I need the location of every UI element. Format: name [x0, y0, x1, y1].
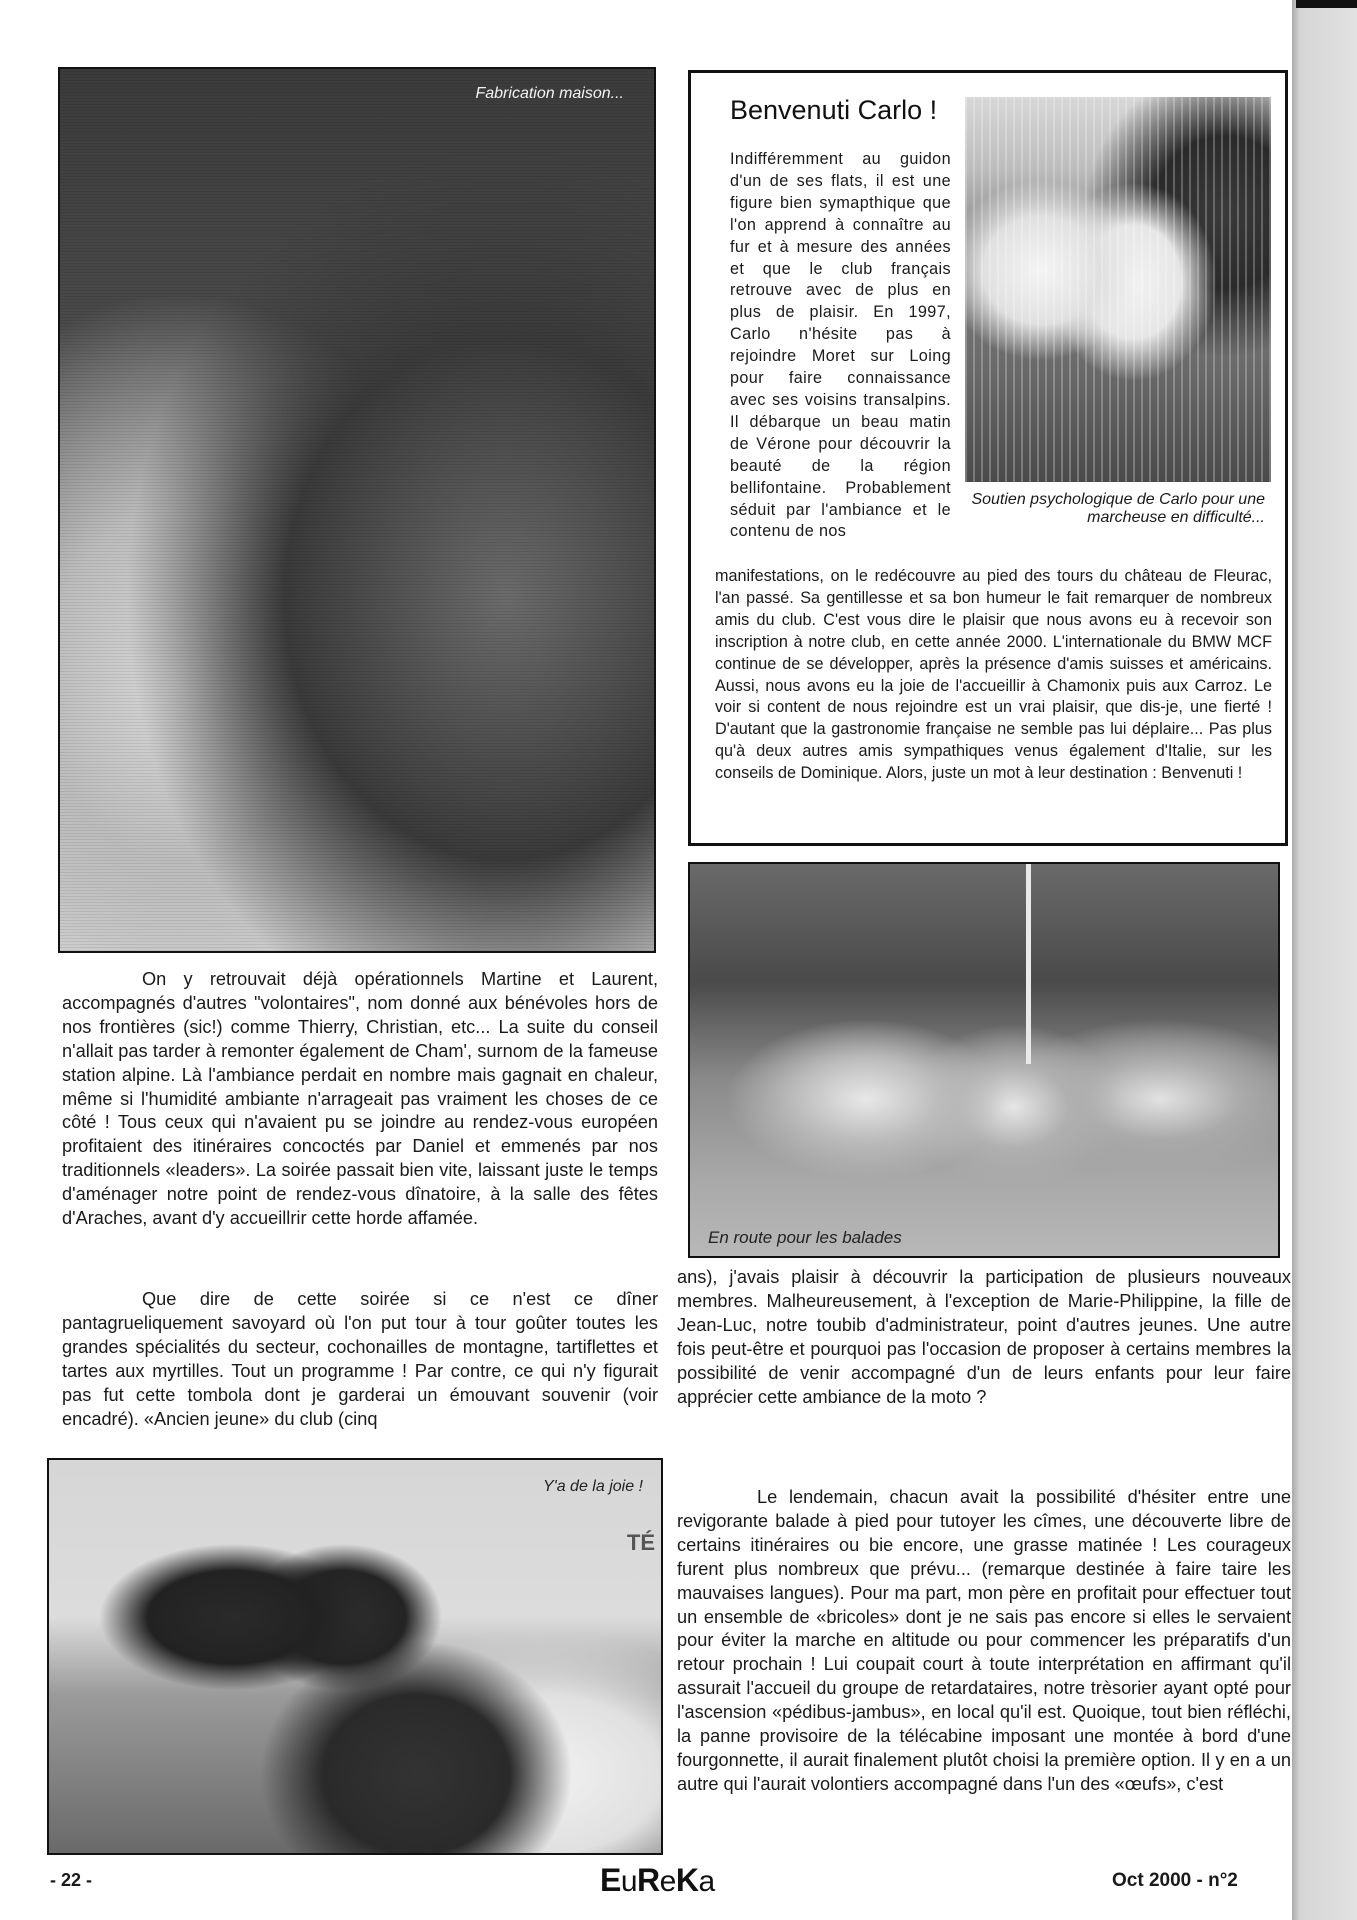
page-number: - 22 -	[50, 1870, 93, 1890]
page-edge-bar-overlay	[1296, 0, 1357, 8]
article-paragraph: ans), j'avais plaisir à découvrir la participation de plusieurs nouveaux membres. Malheureusement, à l'exception de Marie-Philippine, la fille de Jean-Luc, notre toubib d'administrateur, point d'autres jeunes. Une autre fois peut-être et pourquoi pas l'occasion de proposer à certains membres la possibilité de venir accompagné d'un de leurs enfants pour leur faire apprécier cette ambiance de la moto ?	[677, 1267, 1291, 1407]
article-paragraph: Le lendemain, chacun avait la possibilité d'hésiter entre une revigorante balade à pied pour tutoyer les cîmes, une découverte libre de certains itinéraires ou bie encore, une grasse matinée ! Les courageux furent plus nombreux que prévu... (remarque destinée à faire taire les mauvaises langues). Pour ma part, mon père en profitait pour effectuer tout un ensemble de «bricoles» dont je ne sais pas encore si elles le servaient pour éviter la marche en altitude ou pour commencer les préparatifs d'un retour prochain ! Lui coupait court à toute interprétation en affirmant qu'il assurait l'accueil du groupe de retardataires, notre trèsorier ayant opté pour l'ascension «pédibus-jambus», en local qu'il est. Quoique, tout bien réfléchi, la panne provisoire de la télécabine imposant une montée à bord d'une fourgonnette, il aurait finalement plutôt choisi la première option. Il y en a un autre qui l'aurait volontiers accompagné dans l'un des «œufs», c'est	[677, 1487, 1291, 1794]
photo-caption: En route pour les balades	[708, 1228, 902, 1247]
page-binding-overlay	[1292, 0, 1357, 1920]
article-paragraph: Que dire de cette soirée si ce n'est ce dîner pantagrueliquement savoyard où l'on put tour à tour goûter toutes les grandes spécialités du secteur, cochonailles de montagne, tartiflettes et tartes aux myrtilles. Tout un programme ! Par contre, ce qui n'y figurait pas fut cette tombola dont je garderai un émouvant souvenir (voir encadré). «Ancien jeune» du club (cinq	[62, 1289, 658, 1429]
photo-pole	[1026, 864, 1031, 1064]
magazine-logo	[600, 1862, 715, 1899]
photo-motorcycles	[688, 862, 1280, 1258]
photo-caption: Soutien psychologique de Carlo pour une marcheuse en difficulté...	[971, 491, 1265, 526]
sidebar-box-benvenuti-carlo	[688, 70, 1288, 846]
wall-sign-text: TÉ	[626, 1530, 655, 1555]
photo-carlo-table	[965, 97, 1271, 482]
box-title: Benvenuti Carlo !	[730, 95, 938, 125]
box-text-full-width: manifestations, on le redécouvre au pied des tours du château de Fleurac, l'an passé. Sa gentillesse et sa bon humeur le fait remarquer de nombreux amis du club. C'est vous dire le plaisir que nous avons eu à recevoir son inscription à notre club, en cette année 2000. L'internationale du BMW MCF continue de se développer, après la présence d'amis suisses et américains. Aussi, nous avons eu la joie de l'accueillir à Chamonix puis aux Carroz. Le voir si content de nous rejoindre est un vrai plaisir, que dis-je, une fierté ! D'autant que la gastronomie française ne semble pas lui déplaire... Pas plus qu'à deux autres amis sympathiques venus également d'Italie, sur les conseils de Dominique. Alors, juste un mot à leur destination : Benvenuti !	[715, 567, 1272, 783]
logo-letter: a	[698, 1865, 715, 1898]
logo-letter: K	[675, 1862, 699, 1898]
logo-letter: e	[659, 1865, 676, 1898]
issue-date: Oct 2000 - n°2	[1112, 1870, 1238, 1891]
photo-shop-interior	[58, 67, 656, 953]
photo-caption: Y'a de la joie !	[542, 1478, 643, 1495]
logo-letter: R	[637, 1862, 660, 1898]
photo-caption: Fabrication maison...	[475, 85, 624, 102]
photo-party	[47, 1458, 663, 1855]
logo-letter: u	[620, 1865, 638, 1898]
article-paragraph: On y retrouvait déjà opérationnels Martine et Laurent, accompagnés d'autres "volontaires", nom donné aux bénévoles hors de nos frontières (sic!) comme Thierry, Christian, etc... La suite du conseil n'allait pas tarder à remonter également de Cham', surnom de la fameuse station alpine. Là l'ambiance perdait en nombre mais gagnait en chaleur, même si l'humidité ambiante n'arrageait pas vraiment les choses de ce côté ! Tous ceux qui n'avaient pu se joindre au rendez-vous européen profitaient des itinéraires concoctés par Daniel et emmenés par nos traditionnels «leaders». La soirée passait bien vite, laissant juste le temps d'aménager notre point de rendez-vous dînatoire, à la salle des fêtes d'Araches, avant d'y accueillrir cette horde affamée.	[62, 969, 658, 1229]
logo-letter: E	[600, 1862, 621, 1898]
box-text-column: Indifféremment au guidon d'un de ses flats, il est une figure bien symapthique que l'on apprend à connaître au fur et à mesure des années et que le club français retrouve avec de plus en plus de plaisir. En 1997, Carlo n'hésite pas à rejoindre Moret sur Loing pour faire connaissance avec ses voisins transalpins. Il débarque un beau matin de Vérone pour découvrir la beauté de la région bellifontaine. Probablement séduit par l'ambiance et le contenu de nos	[730, 150, 951, 541]
